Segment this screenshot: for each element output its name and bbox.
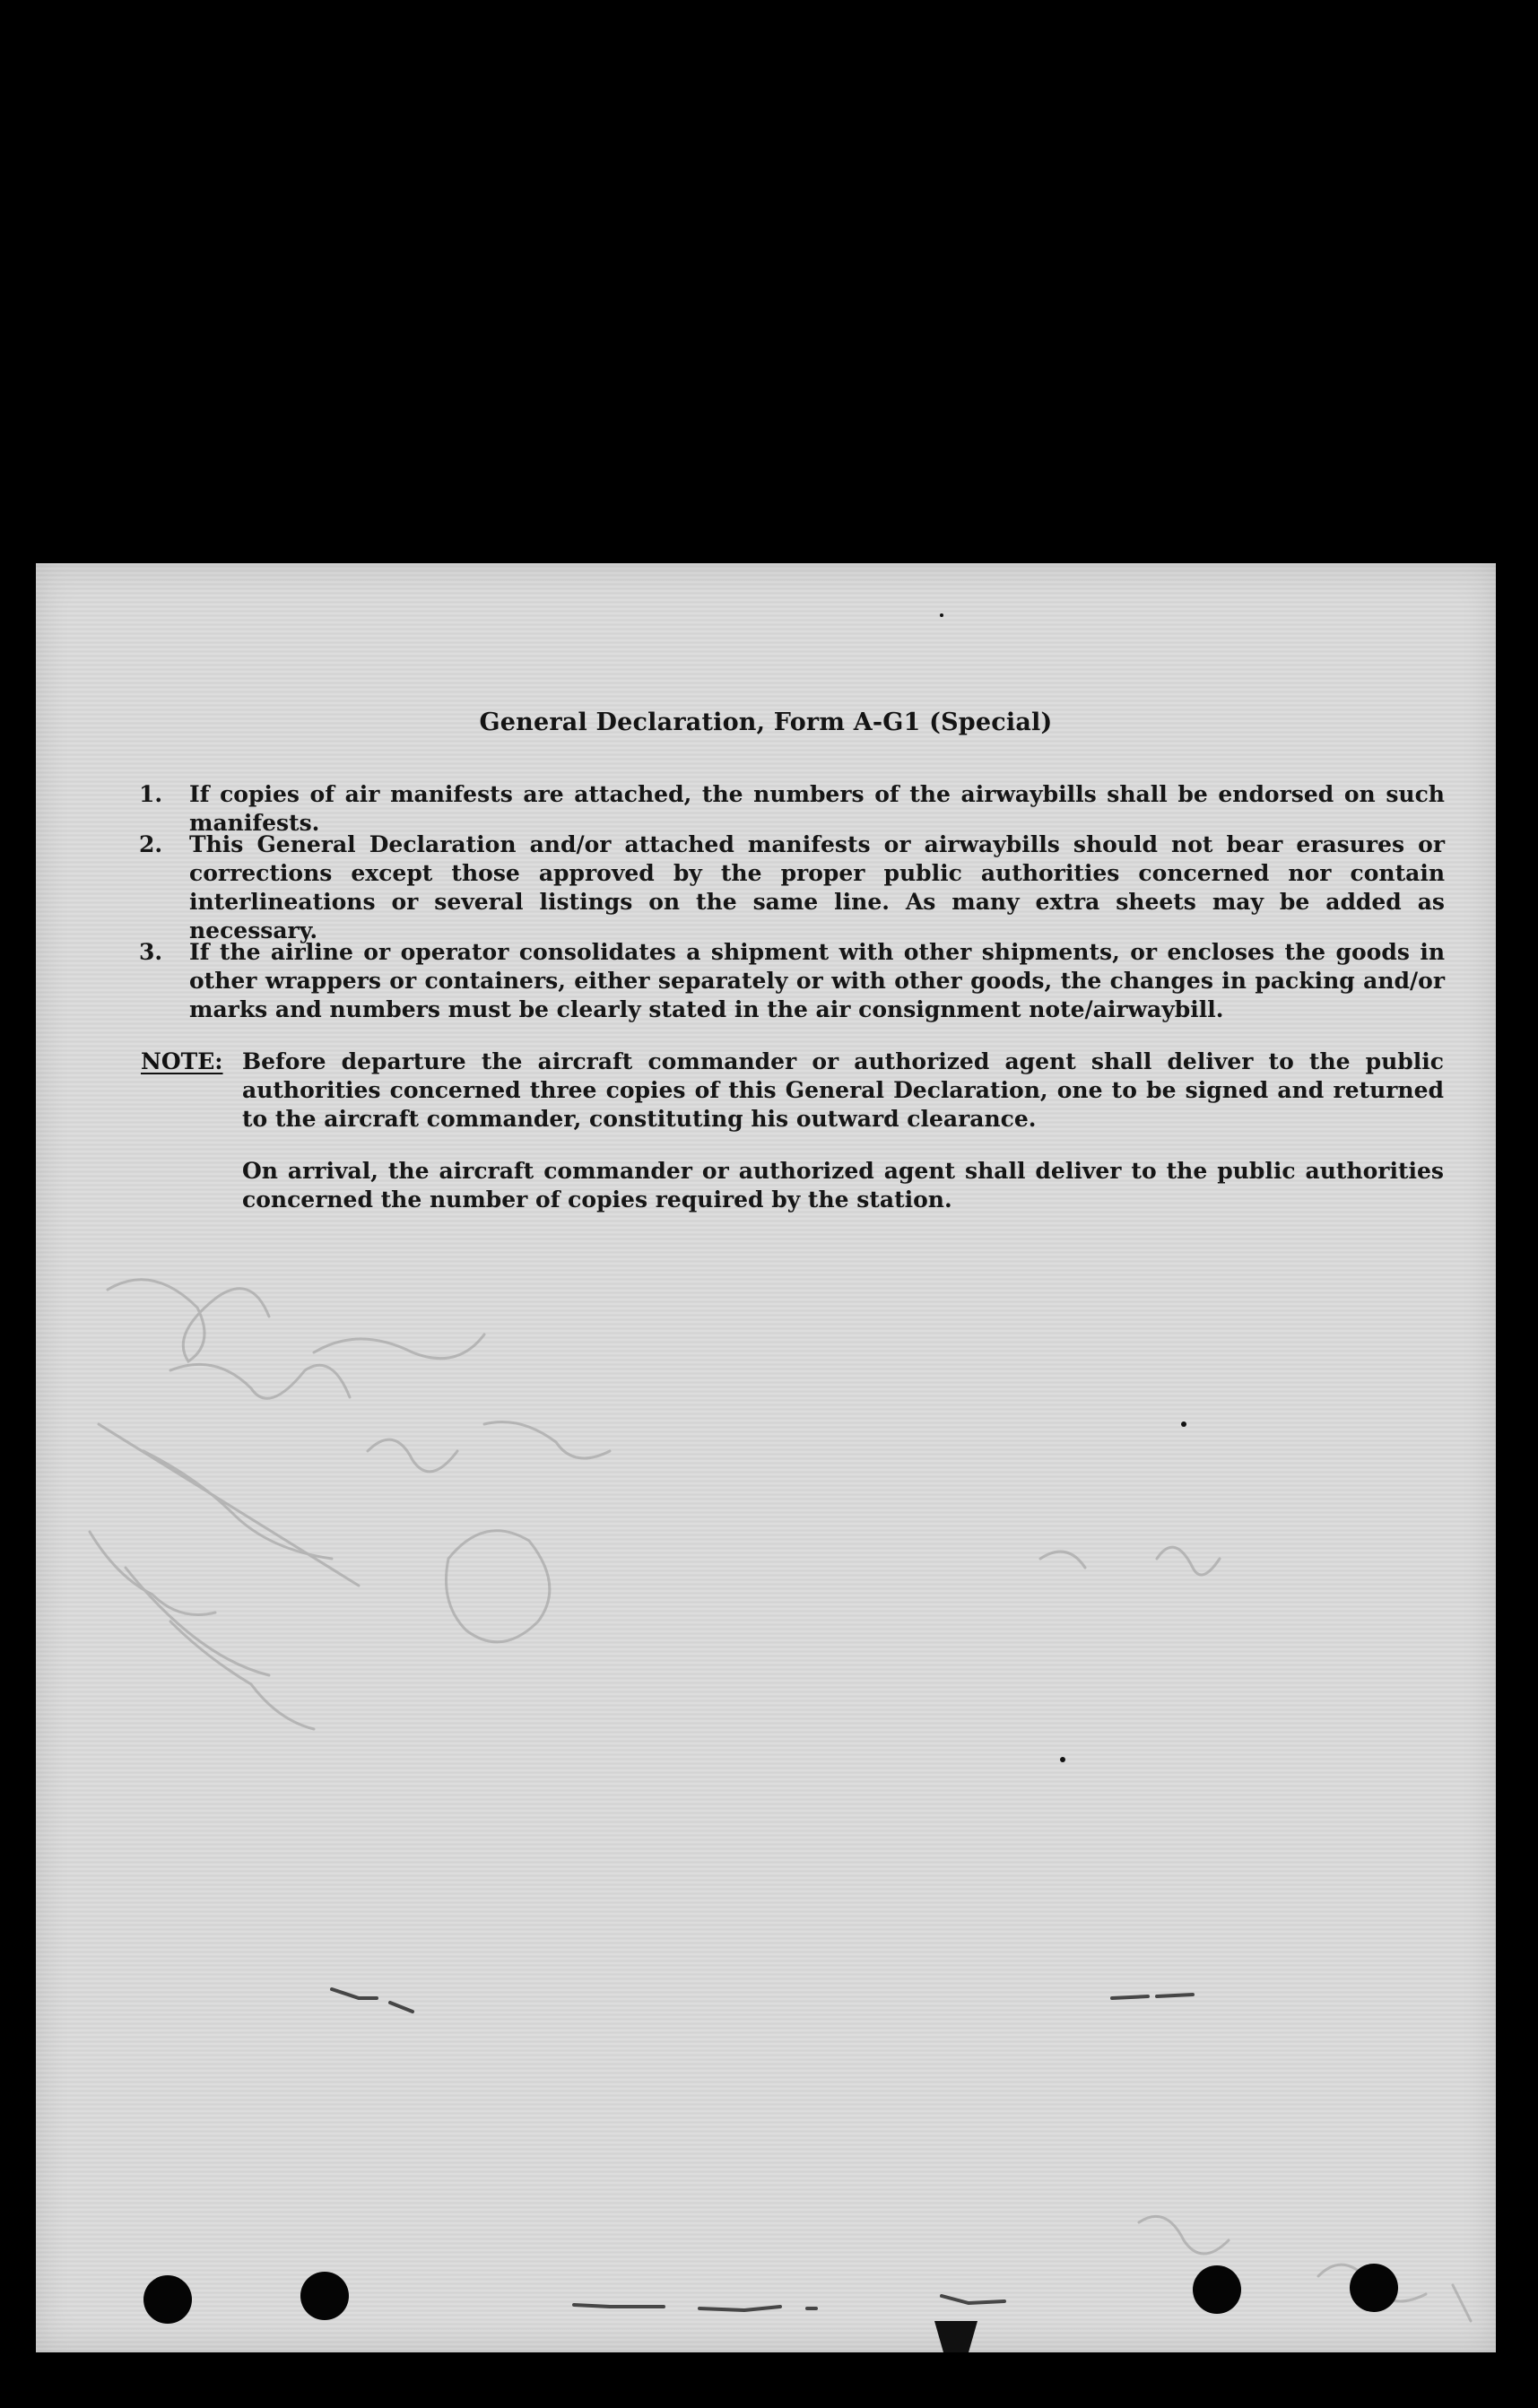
item-text: If the airline or operator consolidates a shipment with other shipments, or encloses the goods in other wrappers or containers, either separately or with other goods, the changes in packing and/or marks and numbers must be clearly stated in the air consignment note/airwaybill. [189, 939, 1445, 1022]
note-label: NOTE: [141, 1048, 223, 1074]
note-paragraph-2: On arrival, the aircraft commander or authorized agent shall deliver to the public authorities concerned the number of copies required by the station. [242, 1158, 1444, 1213]
document-title: General Declaration, Form A-G1 (Special) [479, 708, 1053, 736]
item-text: This General Declaration and/or attached manifests or airwaybills should not bear erasures or corrections except those approved by the proper public authorities concerned nor contain interlineations or several listings on the same line. As many extra sheets may be added as necessary. [189, 831, 1445, 943]
punch-hole [1193, 2265, 1241, 2314]
punch-hole [300, 2272, 349, 2320]
punch-hole [143, 2275, 192, 2324]
punch-hole [1350, 2264, 1398, 2312]
item-number: 1. [139, 781, 163, 807]
item-text: If copies of air manifests are attached, the numbers of the airwaybills shall be endorsed on such manifests. [189, 781, 1445, 836]
item-number: 2. [139, 831, 163, 857]
item-number: 3. [139, 939, 163, 965]
document-page [36, 563, 1496, 2352]
note-paragraph-1: Before departure the aircraft commander or authorized agent shall deliver to the public authorities concerned three copies of this General Declaration, one to be signed and returned to the aircraft commander, constituting his outward clearance. [242, 1048, 1444, 1132]
